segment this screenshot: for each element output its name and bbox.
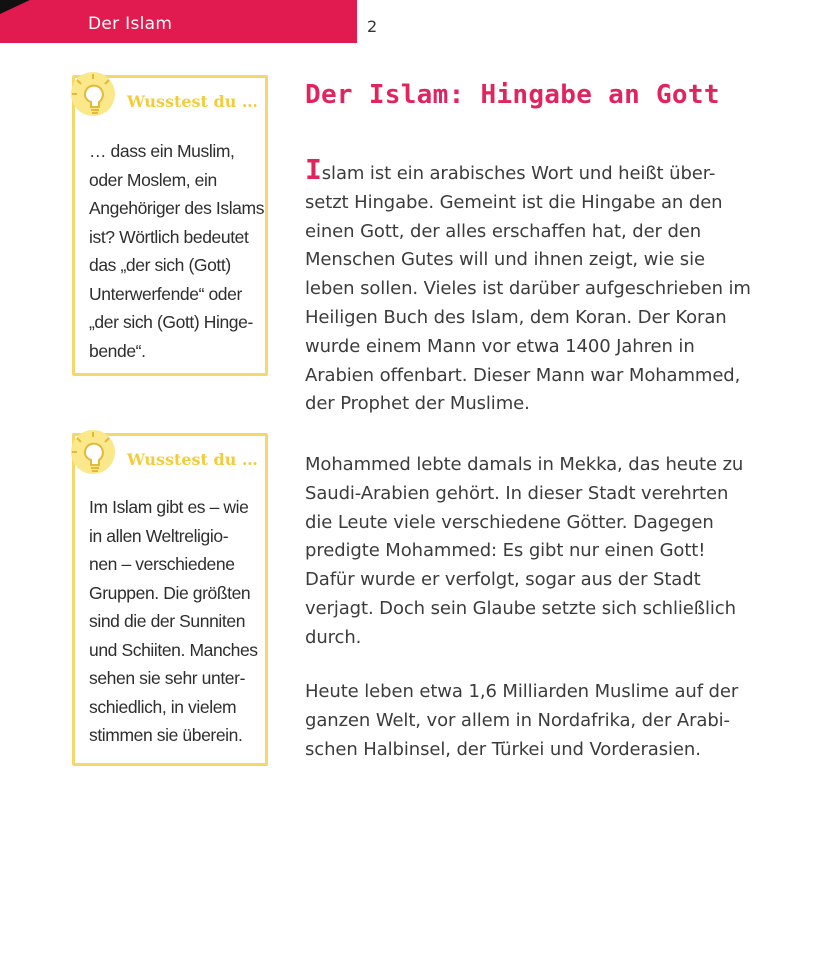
paragraph-3-line: schen Halbinsel, der Türkei und Vorderasien.	[305, 738, 701, 760]
box-1-line: oder Moslem, ein	[89, 169, 217, 190]
box-1-line: „der sich (Gott) Hinge-	[89, 312, 253, 332]
chapter-title: Der Islam	[88, 14, 173, 34]
paragraph-2	[305, 451, 790, 653]
drop-cap: I	[305, 153, 322, 186]
box-2-line: schiedlich, in vielem	[89, 696, 237, 717]
box-2-text	[89, 493, 269, 750]
box-1-line: … dass ein Muslim,	[89, 141, 235, 161]
box-1-line: bende“.	[89, 340, 146, 361]
box-2-line: nen – verschiedene	[89, 554, 235, 574]
paragraph-1	[305, 153, 790, 419]
box-1-title: Wusstest du …	[127, 92, 258, 111]
paragraph-3-line: Heute leben etwa 1,6 Milliarden Muslime auf der	[305, 681, 739, 702]
box-1-line: ist? Wörtlich bedeutet	[89, 226, 249, 247]
paragraph-3	[305, 678, 790, 764]
box-2-line: in allen Weltreligio-	[89, 525, 229, 546]
paragraph-3-line: ganzen Welt, vor allem in Nordafrika, der Arabi-	[305, 709, 730, 731]
box-1-text	[89, 137, 269, 365]
paragraph-2-line: Saudi-Arabien gehört. In dieser Stadt verehrten	[305, 482, 729, 504]
paragraph-1-line: Heiligen Buch des Islam, dem Koran. Der Koran	[305, 306, 727, 328]
paragraph-2-line: Dafür wurde er verfolgt, sogar aus der Stadt	[305, 569, 701, 591]
box-2-line: und Schiiten. Manches	[89, 639, 258, 660]
paragraph-1-line: wurde einem Mann vor etwa 1400 Jahren in	[305, 335, 695, 357]
paragraph-1-line: leben sollen. Vieles ist darüber aufgeschrieben im	[305, 278, 751, 300]
did-you-know-box-2	[72, 433, 268, 766]
lightbulb-icon	[63, 66, 123, 126]
box-2-line: sehen sie sehr unter-	[89, 668, 245, 688]
paragraph-1-line: setzt Hingabe. Gemeint ist die Hingabe an den	[305, 191, 723, 213]
paragraph-2-line: die Leute viele verschiedene Götter. Dagegen	[305, 511, 714, 533]
box-1-line: das „der sich (Gott)	[89, 255, 231, 275]
box-2-line: Im Islam gibt es – wie	[89, 497, 249, 517]
box-2-title: Wusstest du …	[127, 450, 258, 469]
chapter-header-bar	[0, 0, 357, 43]
box-1-line: Unterwerfende“ oder	[89, 283, 242, 304]
lightbulb-icon	[63, 424, 123, 484]
did-you-know-box-1	[72, 75, 268, 376]
box-2-line: stimmen sie überein.	[89, 725, 243, 745]
paragraph-1-line: Arabien offenbart. Dieser Mann war Mohammed,	[305, 364, 741, 386]
box-2-line: sind die der Sunniten	[89, 611, 246, 631]
paragraph-1-line: einen Gott, der alles erschaffen hat, der den	[305, 220, 702, 242]
paragraph-1-line: Menschen Gutes will und ihnen zeigt, wie sie	[305, 249, 705, 271]
first-line-text: slam ist ein arabisches Wort und heißt über-	[321, 163, 716, 184]
paragraph-2-line: Mohammed lebte damals in Mekka, das heute zu	[305, 454, 744, 475]
paragraph-1-line: der Prophet der Muslime.	[305, 393, 530, 415]
box-2-line: Gruppen. Die größten	[89, 582, 251, 603]
paragraph-2-line: verjagt. Doch sein Glaube setzte sich schließlich	[305, 597, 736, 619]
page-title: Der Islam: Hingabe an Gott	[305, 80, 720, 110]
header-corner	[0, 0, 30, 14]
paragraph-2-line: predigte Mohammed: Es gibt nur einen Gott!	[305, 540, 706, 562]
paragraph-1-first-line	[305, 153, 790, 189]
paragraph-2-line: durch.	[305, 626, 362, 648]
box-1-line: Angehöriger des Islams	[89, 198, 265, 218]
page-number: 2	[367, 17, 378, 36]
